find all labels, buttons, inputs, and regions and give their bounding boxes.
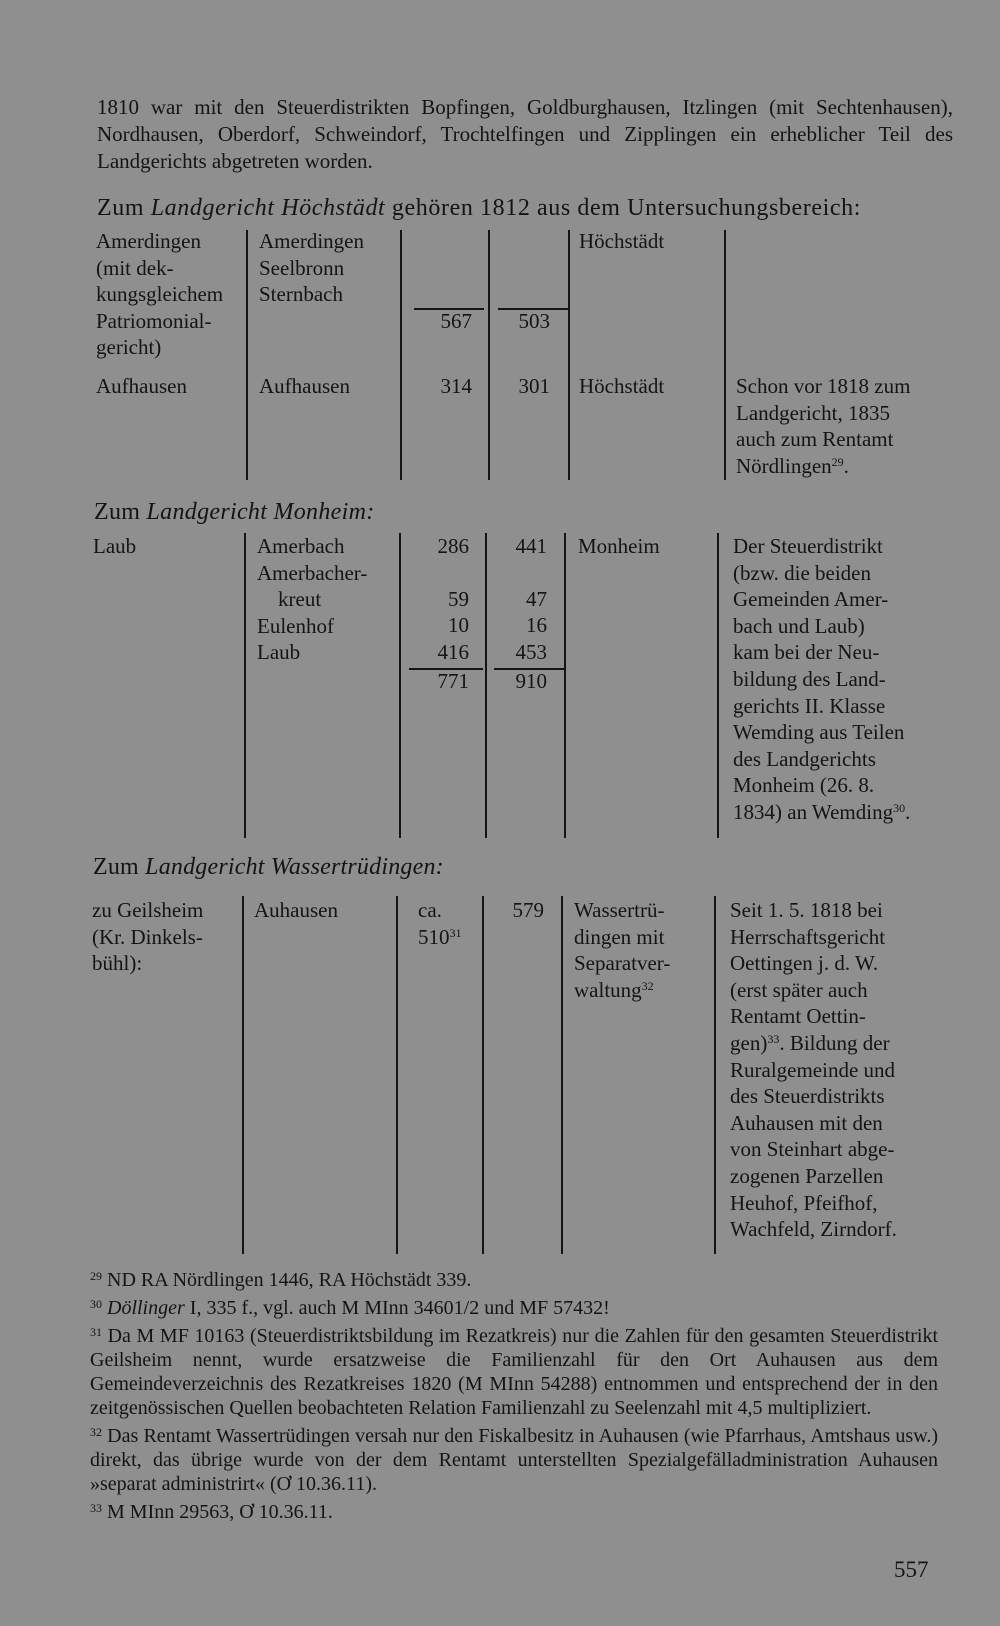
section-heading-wassertruedingen: Zum Landgericht Wassertrüdingen:	[93, 854, 444, 880]
column-divider	[488, 230, 490, 480]
footnote-31: $^{31}$ Da M MF 10163 (Steuerdistriktsbildung im Rezatkreis) nur die Zahlen für den gesamten Steuerdistrikt Geilsheim nennt, wurde ersatzweise die Familienzahl für den Ort Auhausen aus dem Gemeindeverzeichnis des Rezatkreises 1820 (M MInn 54288) entnommen und entsprechend der in den zeitgenössischen Quellen beobachteten Relation Familienzahl zu Seelenzahl mit 4,5 multipliziert.	[90, 1325, 939, 1419]
table-cell-court: Monheim	[578, 534, 660, 558]
column-divider	[246, 230, 248, 480]
table-cell-value: 16	[526, 613, 547, 637]
table-cell-value: 503	[518, 309, 550, 333]
column-divider	[244, 533, 246, 838]
column-divider	[396, 896, 398, 1254]
table-cell-places: Amerdingen Seelbronn Sternbach	[259, 229, 364, 307]
table-cell-value: 416	[437, 640, 469, 664]
table-cell-value: 10	[448, 613, 469, 637]
table-cell-location: Amerdingen (mit dek- kungsgleichem Patriomonial- gericht)	[96, 229, 224, 360]
court-name: Landgericht Monheim:	[146, 499, 375, 525]
footnote-ref: 32	[641, 978, 654, 993]
footnote-32: $^{32}$ Das Rentamt Wassertrüdingen versah nur den Fiskalbesitz in Auhausen (wie Pfarrhaus, Amtshaus usw.) direkt, das übrige wurde von der dem Rentamt unterstellten Spezialgefälladministration Auhausen »separat administrirt« (Ơ 10.36.11).	[90, 1425, 938, 1495]
table-cell-court: Höchstädt	[579, 229, 665, 253]
table-cell-value: 47	[526, 587, 547, 611]
column-divider	[564, 533, 566, 838]
column-divider	[485, 533, 487, 838]
table-cell-value: 286	[437, 534, 469, 558]
column-divider	[561, 896, 563, 1254]
column-divider	[714, 896, 716, 1254]
table-cell-value: 567	[440, 309, 472, 333]
table-cell-value: 59	[448, 587, 469, 611]
table-cell-value-prefix: ca.	[418, 898, 442, 922]
table-cell-value: 301	[518, 374, 550, 398]
footnote-ref: 30	[893, 800, 906, 815]
table-cell-court: Wassertrü- dingen mit Separatver- waltung$^{32}$	[574, 898, 671, 1002]
table-cell-value: 453	[515, 640, 547, 664]
table-cell-location: zu Geilsheim (Kr. Dinkels- bühl):	[92, 898, 204, 976]
court-name: Landgericht Höchstädt	[150, 195, 386, 221]
footnote-ref: 31	[449, 926, 462, 940]
column-divider	[399, 533, 401, 838]
table-cell-value: 441	[515, 534, 547, 558]
column-divider	[568, 230, 570, 480]
table-cell-places: Aufhausen	[259, 374, 350, 398]
footnote-29: $^{29}$ ND RA Nördlingen 1446, RA Höchstädt 339.	[90, 1269, 472, 1291]
footnote-ref: 29	[831, 454, 844, 469]
table-cell-total: 771	[437, 669, 469, 693]
footnote-30: $^{30}$ Döllinger I, 335 f., vgl. auch M MInn 34601/2 und MF 57432!	[90, 1297, 610, 1319]
table-cell-value: 579	[512, 898, 544, 922]
column-divider	[724, 230, 726, 480]
intro-paragraph: 1810 war mit den Steuerdistrikten Bopfingen, Goldburghausen, Itzlingen (mit Sechtenhausen), Nordhausen, Oberdorf, Schweindorf, Trochtelfingen und Zipplingen ein erheblicher Teil des Landgerichts abgetreten worden.	[97, 95, 953, 173]
table-cell-value: 314	[440, 374, 472, 398]
court-name: Landgericht Wassertrüdingen:	[145, 854, 444, 880]
table-cell-total: 910	[515, 669, 547, 693]
table-cell-places: Auhausen	[254, 898, 338, 922]
column-divider	[482, 896, 484, 1254]
table-cell-court: Höchstädt	[579, 374, 665, 398]
column-divider	[400, 230, 402, 480]
footnote-33: $^{33}$ M MInn 29563, Ơ 10.36.11.	[90, 1501, 333, 1523]
column-divider	[717, 533, 719, 838]
table-cell-value: $510^{31}$	[418, 925, 462, 949]
footnote-ref: 33	[767, 1031, 780, 1046]
table-cell-places: Amerbach Amerbacher- kreut Eulenhof Laub	[257, 534, 368, 665]
footnotes	[90, 1264, 938, 1524]
table-cell-remark: Der Steuerdistrikt (bzw. die beiden Gemeinden Amer- bach und Laub) kam bei der Neu- bildung des Land- gerichts II. Klasse Wemding aus Teilen des Landgerichts Monheim (26. 8. 1834) an Wemding$^{30}$.	[733, 534, 911, 824]
page-number: 557	[894, 1557, 929, 1582]
section-heading-hoechstaedt: Zum Landgericht Höchstädt gehören 1812 aus dem Untersuchungsbereich:	[97, 195, 861, 221]
section-heading-monheim: Zum Landgericht Monheim:	[94, 499, 375, 525]
table-cell-location: Laub	[93, 534, 137, 558]
table-cell-location: Aufhausen	[96, 374, 187, 398]
table-cell-remark: Seit 1. 5. 1818 bei Herrschaftsgericht Oettingen j. d. W. (erst später auch Rentamt Oettin- gen)$^{33}$. Bildung der Ruralgemeinde und des Steuerdistrikts Auhausen mit den von Steinhart abge- zogenen Parzellen Heuhof, Pfeifhof, Wachfeld, Zirndorf.	[730, 898, 897, 1242]
table-cell-remark: Schon vor 1818 zum Landgericht, 1835 auch zum Rentamt Nördlingen$^{29}$.	[736, 374, 911, 478]
column-divider	[242, 896, 244, 1254]
